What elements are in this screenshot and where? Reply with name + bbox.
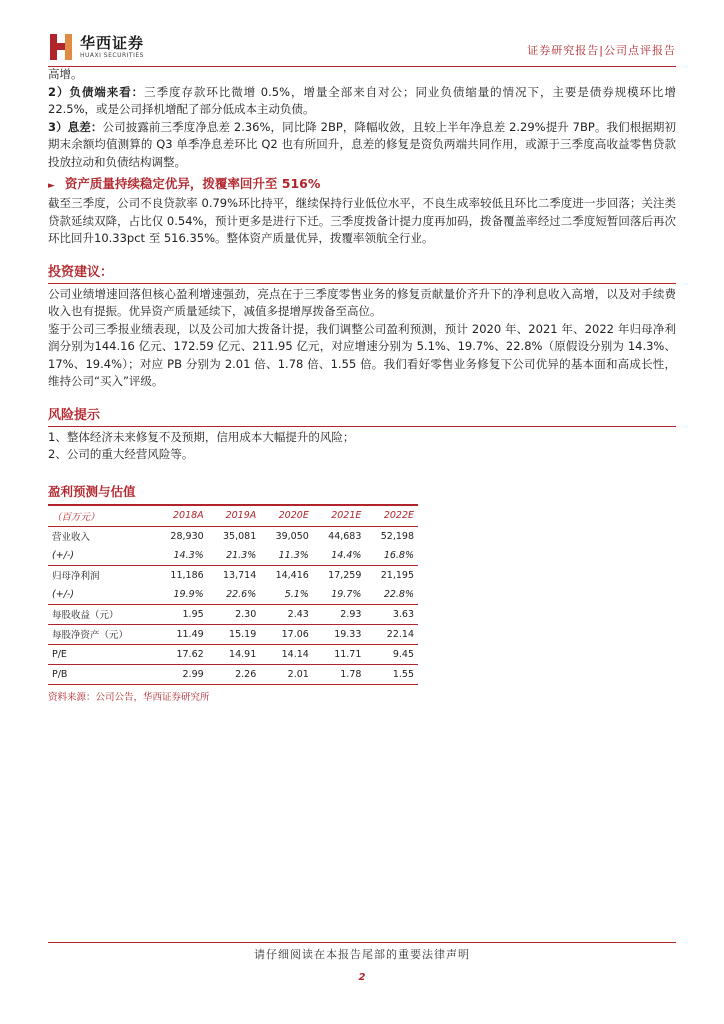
table-cell: 17.06 [260, 624, 313, 644]
asset-quality-heading-text: 资产质量持续稳定优异，拨覆率回升至 516% [64, 176, 321, 191]
table-cell: 5.1% [260, 585, 313, 605]
table-cell: 11.71 [313, 644, 366, 664]
table-cell: 16.8% [365, 546, 418, 566]
table-cell: 21,195 [380, 569, 414, 581]
table-cell: 3.63 [365, 604, 418, 624]
table-row [48, 664, 418, 684]
forecast-table [48, 506, 418, 685]
paragraph-invest-2: 鉴于公司三季报业绩表现，以及公司加大拨备计提，我们调整公司盈利预测，预计 2020 年、2021 年、2022 年归母净利润分别为144.16 亿元、172.59 亿元、211.95 亿元，对应增速分别为 5.1%、19.7%、22.8%（原假设分别为 14.3%、17%、19.4%）；对应 PB 分别为 2.01 倍、1.78 倍、1.55 倍。我们看好零售业务修复下公司优异的基本面和高成长性，维持公司“买入”评级。 [48, 321, 676, 388]
risk-item-1: 1、整体经济未来修复不及预期，信用成本大幅提升的风险； [48, 429, 355, 444]
table-cell: 14.3% [155, 546, 208, 566]
table-header-row [48, 506, 418, 527]
page-number: 2 [358, 972, 366, 983]
paragraph-asset-quality: 截至三季度，公司不良贷款率 0.79%环比持平，继续保持行业低位水平，不良生成率较低且环比二季度进一步回落；关注类贷款延续双降，占比仅 0.54%，预计更多是进行下迁。三季度拨备计提力度再加码，拨备覆盖率经过二季度短暂回落后再次环比回升10.33pct 至 516.35%。整体资产质量优异，拨覆率领航全行业。 [48, 196, 676, 245]
table-cell: 22.14 [365, 624, 418, 644]
liabilities-label: 2）负债端来看： [48, 84, 145, 99]
table-cell: 52,198 [380, 530, 414, 542]
table-cell: 2.93 [313, 604, 366, 624]
table-cell: 19.7% [313, 585, 366, 605]
table-cell: P/B [48, 664, 155, 684]
table-cell: 14.91 [208, 644, 261, 664]
table-cell: 22.6% [208, 585, 261, 605]
asset-quality-heading [48, 175, 676, 195]
header-cell: 2022E [365, 506, 418, 527]
risk-title: 风险提示 [48, 407, 676, 427]
table-cell: 营业收入 [52, 532, 91, 543]
table-cell: (+/-) [48, 585, 155, 605]
table-row [48, 624, 418, 644]
table-cell: 35,081 [223, 530, 257, 542]
table-cell: 14,416 [275, 569, 309, 581]
table-cell: 11.49 [155, 624, 208, 644]
table-cell: 15.19 [208, 624, 261, 644]
report-type: 证券研究报告|公司点评报告 [527, 44, 676, 57]
table-source: 资料来源：公司公告，华西证券研究所 [48, 691, 210, 703]
paragraph-liabilities [48, 84, 676, 119]
header-cell: 2020E [260, 506, 313, 527]
liabilities-text: 三季度存款环比微增 0.5%，增量全部来自对公；同业负债缩量的情况下，主要是债券规模环比增 22.5%，或是公司择机增配了部分低成本主动负债。 [48, 84, 676, 116]
investment-advice-title: 投资建议： [48, 264, 676, 284]
table-cell: 2.43 [260, 604, 313, 624]
table-row [48, 565, 418, 585]
paragraph-intro: 高增。 [48, 67, 83, 81]
page-header [48, 30, 676, 66]
table-cell: 17.62 [155, 644, 208, 664]
table-cell: 2.30 [208, 604, 261, 624]
paragraph-invest-1: 公司业绩增速回落但核心盈利增速强劲，亮点在于三季度零售业务的修复贡献量价齐升下的净利息收入高增，以及对手续费收入也有提振。优异资产质量延续下，减值多提增厚拨备至高位。 [48, 286, 676, 318]
footer-divider [48, 942, 676, 943]
table-cell: 1.55 [365, 664, 418, 684]
table-cell: 2.01 [260, 664, 313, 684]
logo-mark-icon [48, 32, 74, 62]
company-logo [48, 32, 144, 62]
paragraph-margin [48, 119, 676, 172]
risk-item-2: 2、公司的重大经营风险等。 [48, 447, 194, 461]
table-cell: 归母净利润 [52, 571, 100, 582]
table-cell: 39,050 [275, 530, 309, 542]
triangle-bullet-icon: ► [48, 181, 55, 191]
forecast-table-title: 盈利预测与估值 [48, 482, 418, 506]
table-cell: 2.99 [155, 664, 208, 684]
margin-text: 公司披露前三季度净息差 2.36%，同比降 2BP，降幅收敛，且较上半年净息差 2.29%提升 7BP。我们根据期初期末余额均值测算的 Q3 单季净息差环比 Q2 也有所回升，息差的修复是资负两端共同作用，或源于三季度高收益零售贷款投放拉动和负债结构调整。 [48, 119, 676, 169]
table-row [48, 526, 418, 546]
table-cell: 17,259 [328, 569, 362, 581]
table-cell: P/E [48, 644, 155, 664]
table-cell: 13,714 [223, 569, 257, 581]
table-cell: 21.3% [208, 546, 261, 566]
table-cell: 19.33 [313, 624, 366, 644]
logo-en-text: HUAXI SECURITIES [80, 52, 144, 59]
legal-disclaimer-note: 请仔细阅读在本报告尾部的重要法律声明 [254, 948, 470, 961]
table-cell: 2.26 [208, 664, 261, 684]
table-cell: 每股净资产（元） [48, 624, 155, 644]
table-cell: 28,930 [170, 530, 204, 542]
header-cell: 2018A [155, 506, 208, 527]
table-row [48, 546, 418, 566]
main-content [48, 66, 676, 703]
header-cell: 2019A [208, 506, 261, 527]
table-cell: 1.95 [155, 604, 208, 624]
table-cell: 11.3% [260, 546, 313, 566]
table-cell: (+/-) [48, 546, 155, 566]
table-cell: 1.78 [313, 664, 366, 684]
table-cell: 每股收益（元） [48, 604, 155, 624]
table-cell: 9.45 [365, 644, 418, 664]
header-cell: （百万元） [48, 506, 155, 527]
table-cell: 44,683 [328, 530, 362, 542]
table-row [48, 604, 418, 624]
table-cell: 14.4% [313, 546, 366, 566]
table-row [48, 585, 418, 605]
table-cell: 22.8% [365, 585, 418, 605]
logo-cn-text: 华西证券 [80, 34, 145, 52]
table-cell: 14.14 [260, 644, 313, 664]
margin-label: 3）息差： [48, 119, 103, 134]
table-cell: 11,186 [170, 569, 204, 581]
table-row [48, 644, 418, 664]
header-cell: 2021E [313, 506, 366, 527]
table-cell: 19.9% [155, 585, 208, 605]
